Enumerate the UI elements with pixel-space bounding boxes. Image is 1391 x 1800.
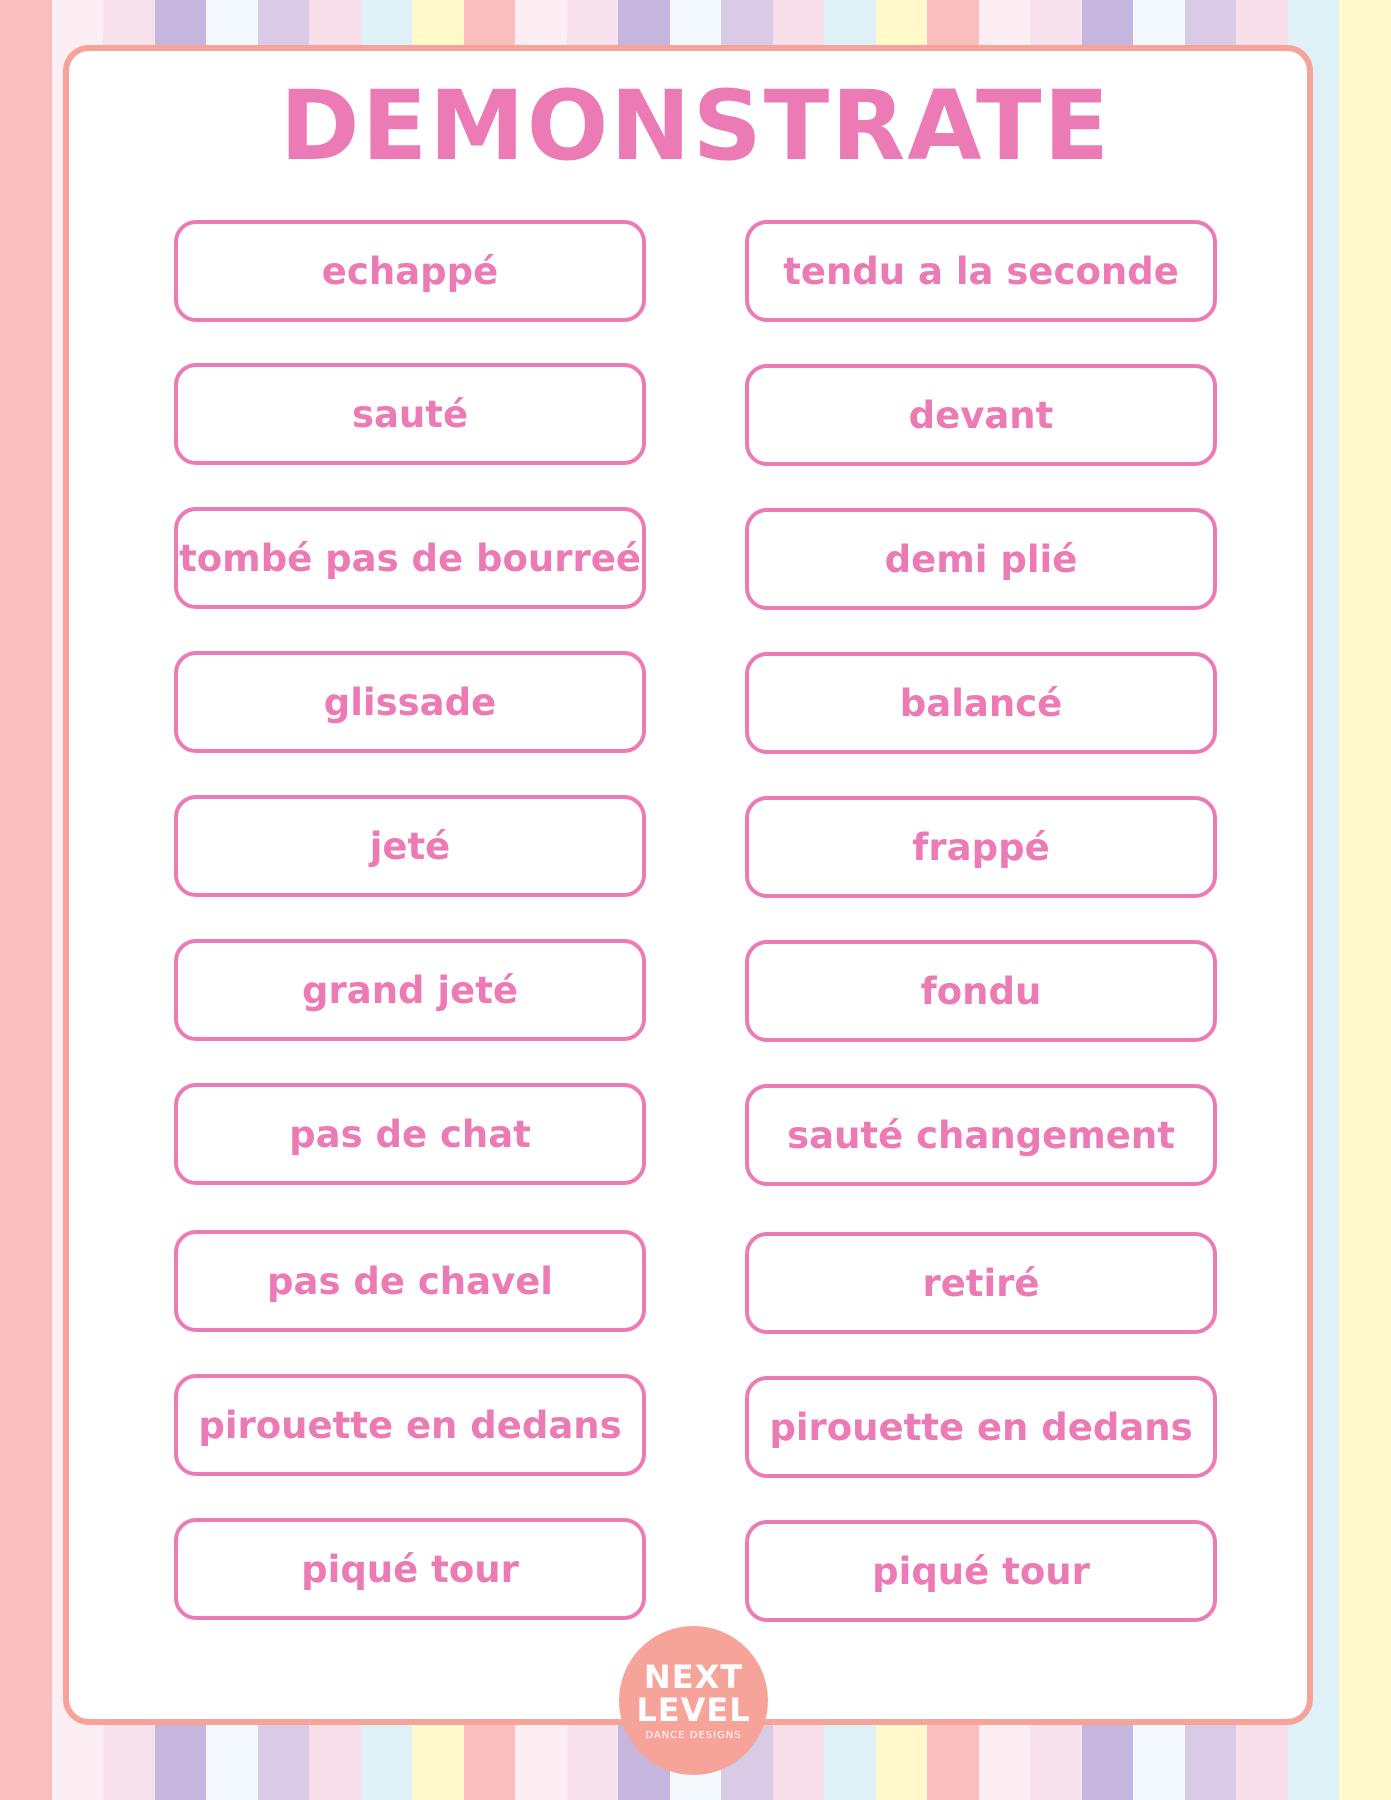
right-item-8[interactable]: retiré: [745, 1232, 1217, 1334]
brand-logo: [619, 1626, 768, 1775]
left-item-7[interactable]: pas de chat: [174, 1083, 646, 1185]
left-item-9[interactable]: pirouette en dedans: [174, 1374, 646, 1476]
left-item-2[interactable]: sauté: [174, 363, 646, 465]
right-item-5[interactable]: frappé: [745, 796, 1217, 898]
logo-tagline: DANCE DESIGNS: [645, 1730, 742, 1741]
logo-line-1: NEXT: [643, 1658, 744, 1696]
right-item-4[interactable]: balancé: [745, 652, 1217, 754]
left-item-8[interactable]: pas de chavel: [174, 1230, 646, 1332]
logo-line-2: LEVEL: [636, 1691, 751, 1729]
right-item-6[interactable]: fondu: [745, 940, 1217, 1042]
right-item-2[interactable]: devant: [745, 364, 1217, 466]
right-item-3[interactable]: demi plié: [745, 508, 1217, 610]
left-item-5[interactable]: jeté: [174, 795, 646, 897]
left-item-10[interactable]: piqué tour: [174, 1518, 646, 1620]
background-stripe: [0, 0, 52, 1800]
right-item-1[interactable]: tendu a la seconde: [745, 220, 1217, 322]
background-stripe: [1339, 0, 1391, 1800]
left-item-3[interactable]: tombé pas de bourreé: [174, 507, 646, 609]
right-item-10[interactable]: piqué tour: [745, 1520, 1217, 1622]
page-title: DEMONSTRATE: [279, 70, 1112, 182]
right-item-9[interactable]: pirouette en dedans: [745, 1376, 1217, 1478]
left-item-4[interactable]: glissade: [174, 651, 646, 753]
left-item-1[interactable]: echappé: [174, 220, 646, 322]
left-item-6[interactable]: grand jeté: [174, 939, 646, 1041]
right-item-7[interactable]: sauté changement: [745, 1084, 1217, 1186]
